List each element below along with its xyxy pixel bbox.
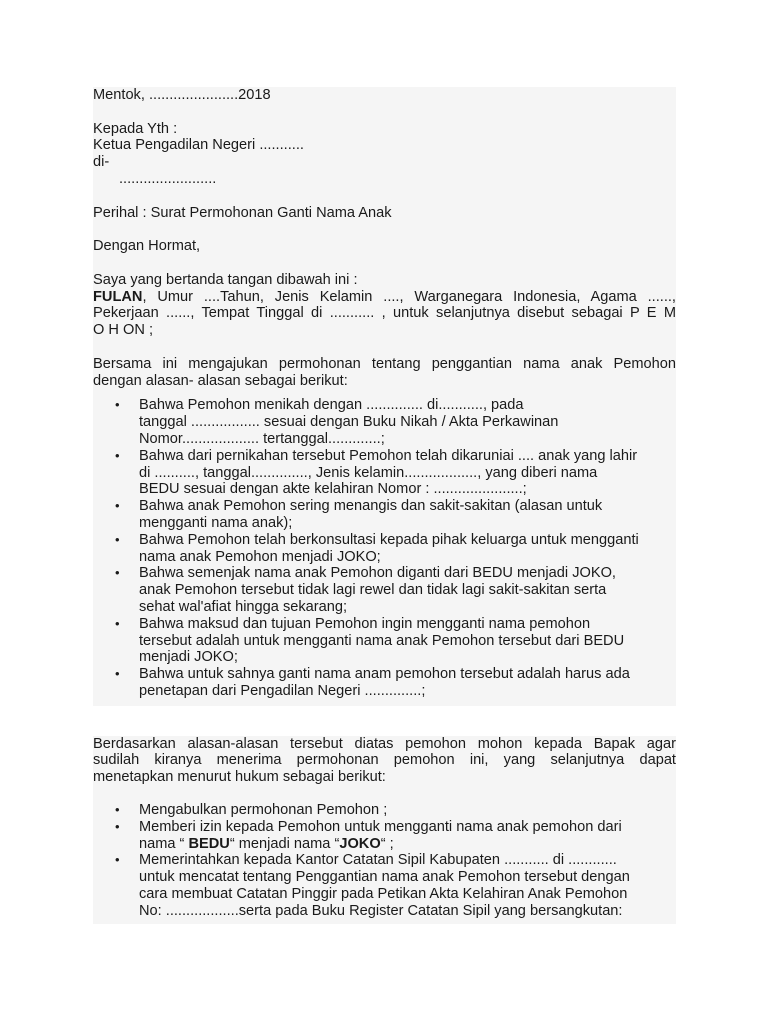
request-item: • Memerintahkan kepada Kantor Catatan Sipil Kabupaten ........... di ............ untuk mencatat tentang Penggantian nama anak Pemohon tersebut dengan cara membuat Catatan Pinggir pada Petikan Akta Kelahiran Anak Pemohon No: ..................serta pada Buku Register Catatan Sipil yang bersangkutan: — [93, 852, 676, 919]
addressee-name: Ketua Pengadilan Negeri ........... — [93, 137, 304, 154]
reasons-list — [93, 397, 676, 699]
requests-list — [93, 802, 676, 920]
reason-item: • Bahwa Pemohon telah berkonsultasi kepada pihak keluarga untuk mengganti nama anak Pemohon menjadi JOKO; — [93, 532, 676, 566]
request-item: • Mengabulkan permohonan Pemohon ; — [93, 802, 676, 819]
identity-line-2: Pekerjaan ......, Tempat Tinggal di ........... , untuk selanjutnya disebut sebagai P E M — [93, 305, 676, 322]
conclusion-line-3: menetapkan menurut hukum sebagai berikut: — [93, 769, 386, 786]
reason-item: • Bahwa maksud dan tujuan Pemohon ingin mengganti nama pemohon tersebut adalah untuk mengganti nama anak Pemohon tersebut dari BEDU menjadi JOKO; — [93, 616, 676, 666]
new-name: JOKO — [339, 835, 381, 852]
identity-line-3: O H ON ; — [93, 322, 153, 339]
reason-item: • Bahwa anak Pemohon sering menangis dan sakit-sakitan (alasan untuk mengganti nama anak); — [93, 498, 676, 532]
purpose-line-1: Bersama ini mengajukan permohonan tentang penggantian nama anak Pemohon — [93, 355, 676, 372]
identity-details: , Umur ....Tahun, Jenis Kelamin ...., Warganegara Indonesia, Agama ......, — [142, 288, 676, 305]
reason-item: • Bahwa semenjak nama anak Pemohon diganti dari BEDU menjadi JOKO, anak Pemohon tersebut tidak lagi rewel dan tidak lagi sakit-sakitan serta sehat wal'afiat hingga sekarang; — [93, 565, 676, 615]
old-name: BEDU — [188, 835, 230, 852]
letter-body-upper — [93, 87, 676, 706]
reason-item: • Bahwa dari pernikahan tersebut Pemohon telah dikaruniai .... anak yang lahir di .........., tanggal.............., Jenis kelamin.................., yang diberi nama BEDU sesuai dengan akte kelahiran Nomor : ......................; — [93, 448, 676, 498]
letter-document — [93, 87, 676, 924]
addressee-place-label: di- — [93, 154, 110, 171]
letter-body-lower — [93, 736, 676, 924]
intro-line: Saya yang bertanda tangan dibawah ini : — [93, 271, 358, 288]
request-item: • Memberi izin kepada Pemohon untuk mengganti nama anak pemohon dari nama “ BEDU“ menjadi nama “JOKO“ ; — [93, 819, 676, 853]
purpose-line-2: dengan alasan- alasan sebagai berikut: — [93, 372, 348, 389]
subject-line: Perihal : Surat Permohonan Ganti Nama Anak — [93, 204, 392, 221]
conclusion-line-2: sudilah kiranya menerima permohonan pemohon ini, yang selanjutnya dapat — [93, 752, 676, 769]
addressee-label: Kepada Yth : — [93, 120, 178, 137]
applicant-name: FULAN — [93, 288, 143, 305]
salutation: Dengan Hormat, — [93, 238, 201, 255]
identity-line-1 — [93, 289, 676, 306]
reason-item: • Bahwa untuk sahnya ganti nama anam pemohon tersebut adalah harus ada penetapan dari Pengadilan Negeri ..............; — [93, 666, 676, 700]
conclusion-line-1: Berdasarkan alasan-alasan tersebut diatas pemohon mohon kepada Bapak agar — [93, 735, 676, 752]
reason-item: • Bahwa Pemohon menikah dengan .............. di..........., pada tanggal ................. sesuai dengan Buku Nikah / Akta Perkawinan Nomor................... tertanggal.............; — [93, 397, 676, 447]
addressee-place: ........................ — [119, 170, 217, 187]
date-line: Mentok, ......................2018 — [93, 87, 271, 103]
